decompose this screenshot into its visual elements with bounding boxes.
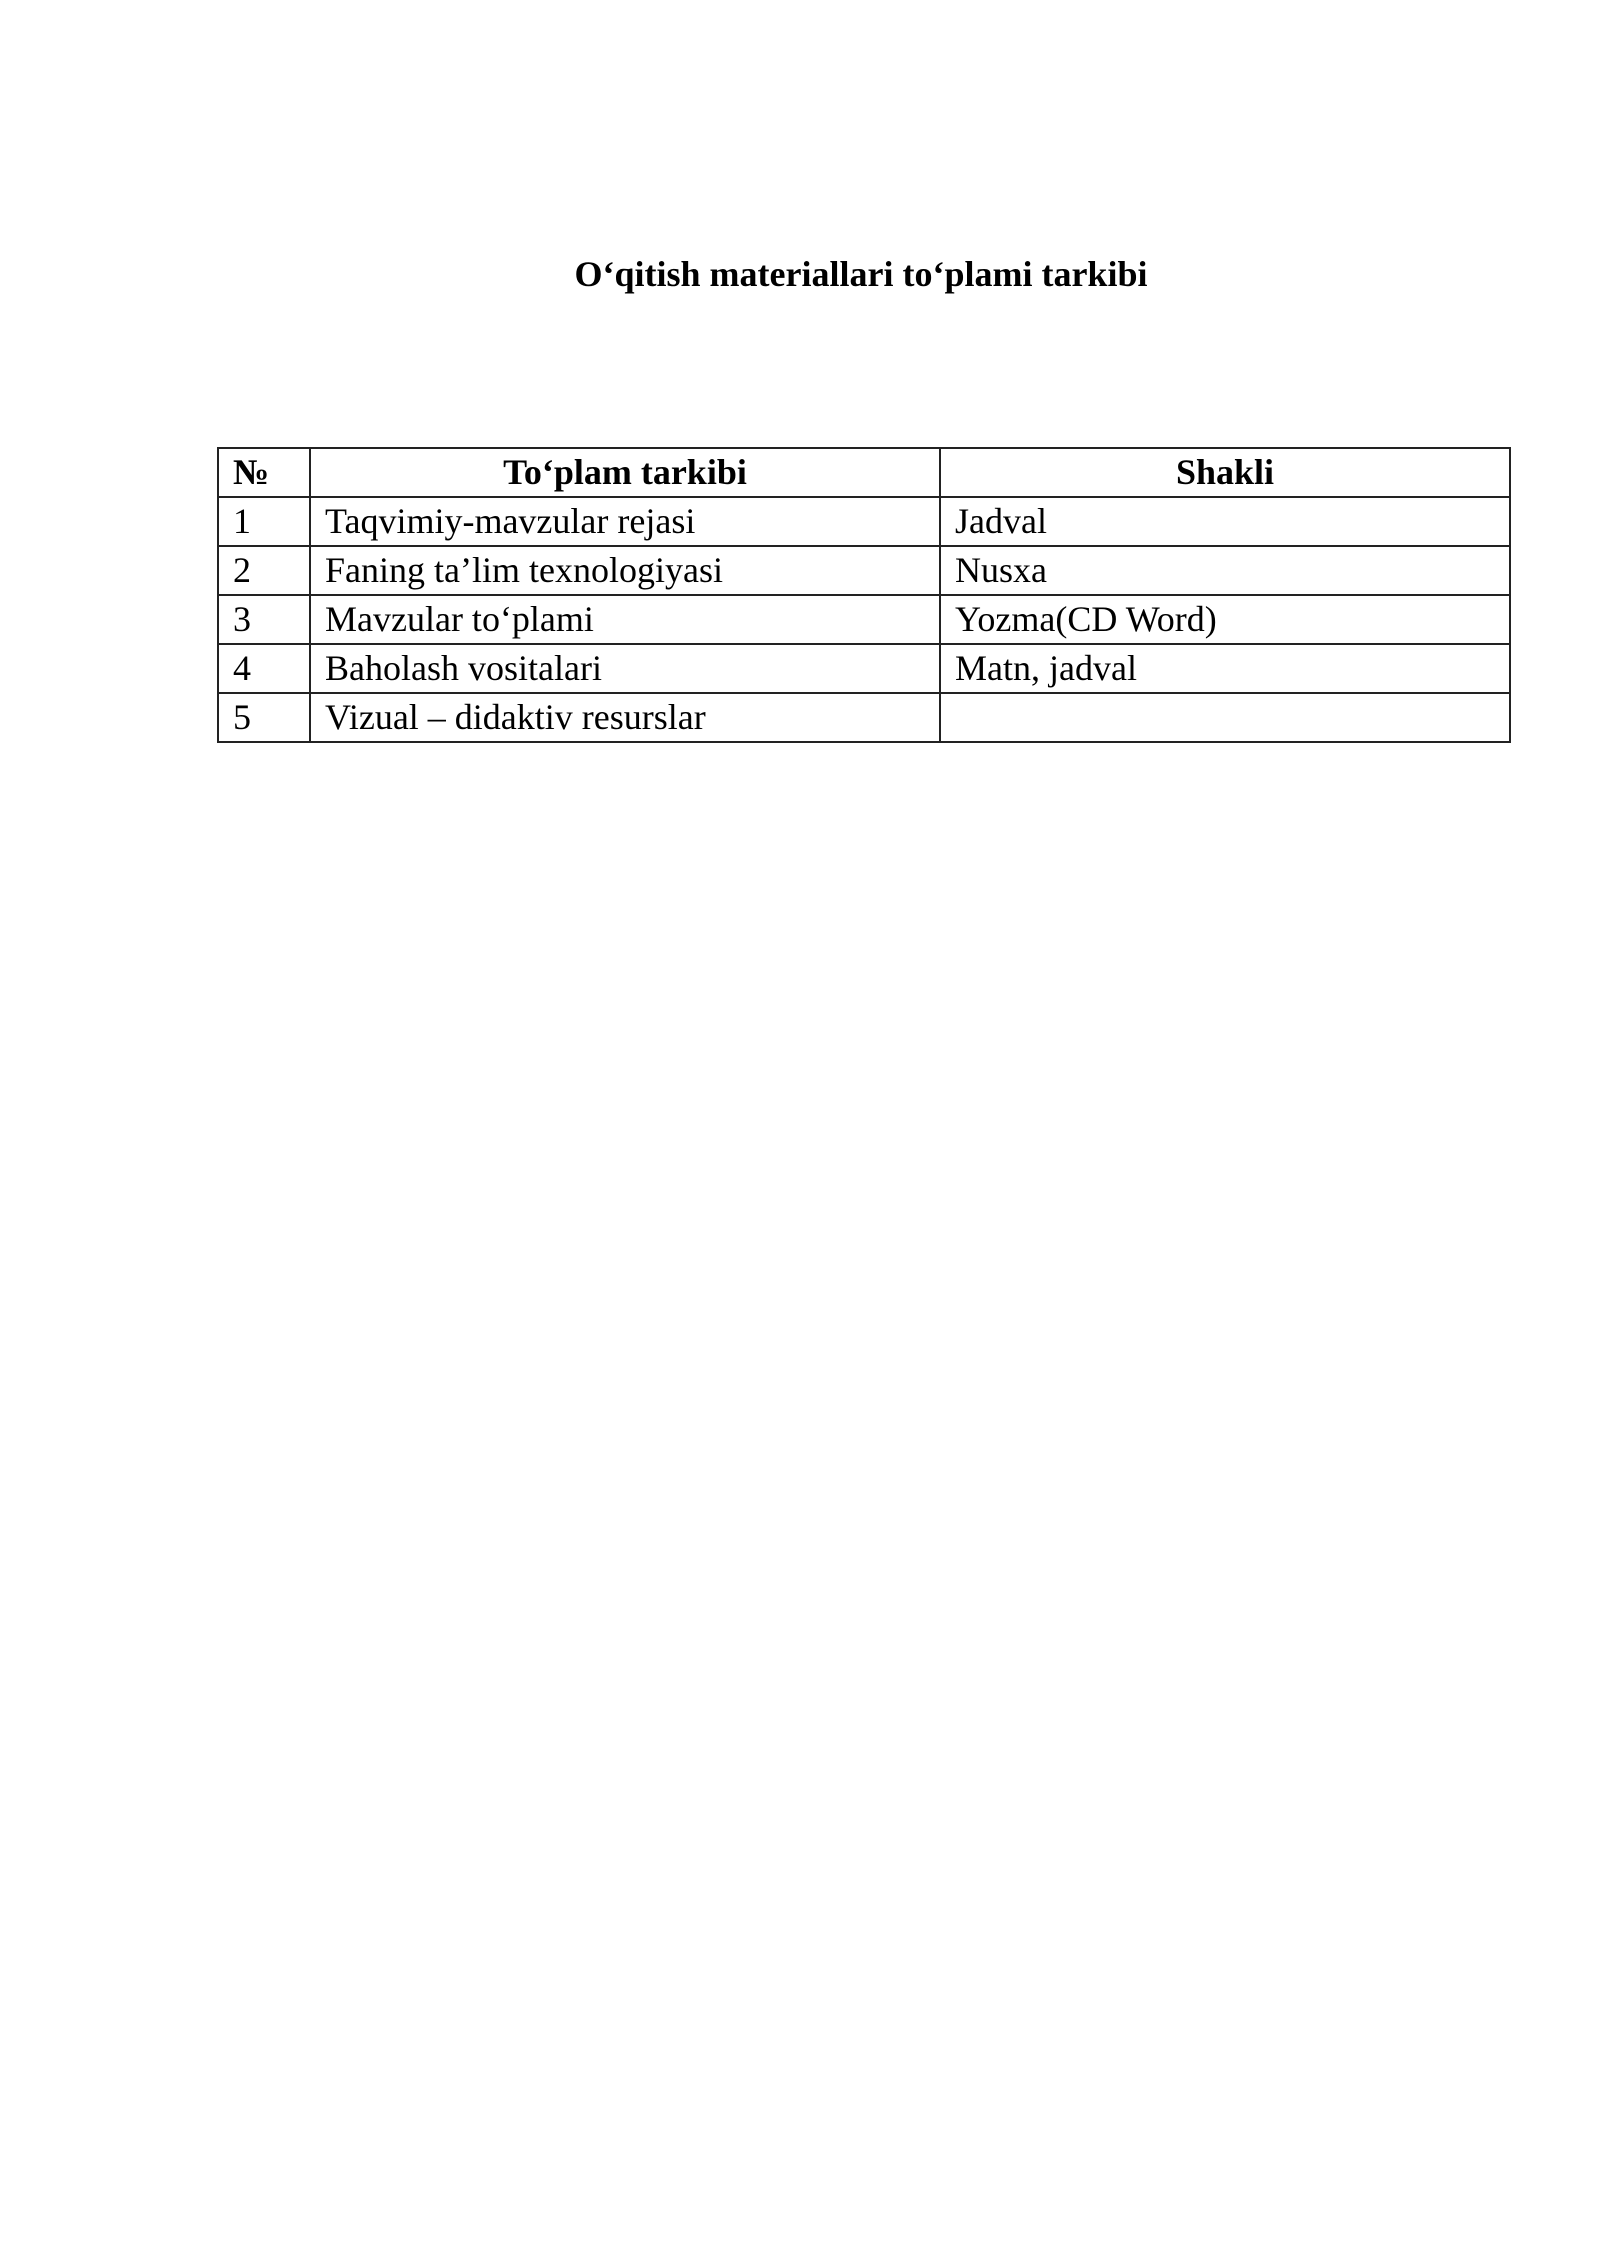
row-form: Yozma(CD Word): [940, 595, 1510, 644]
row-item: Baholash vositalari: [310, 644, 940, 693]
header-number: №: [218, 448, 310, 497]
row-item: Taqvimiy-mavzular rejasi: [310, 497, 940, 546]
row-item: Mavzular to‘plami: [310, 595, 940, 644]
table-header-row: [218, 448, 1510, 497]
row-number: 3: [218, 595, 310, 644]
row-number: 4: [218, 644, 310, 693]
row-item: Faning ta’lim texnologiyasi: [310, 546, 940, 595]
table-row: [218, 546, 1510, 595]
table-row: [218, 595, 1510, 644]
row-form: [940, 693, 1510, 742]
table-row: [218, 644, 1510, 693]
row-number: 1: [218, 497, 310, 546]
page-title: O‘qitish materiallari to‘plami tarkibi: [574, 254, 1148, 294]
row-form: Matn, jadval: [940, 644, 1510, 693]
row-item: Vizual – didaktiv resurslar: [310, 693, 940, 742]
row-form: Jadval: [940, 497, 1510, 546]
row-form: Nusxa: [940, 546, 1510, 595]
materials-table: [217, 447, 1511, 743]
table-row: [218, 693, 1510, 742]
row-number: 2: [218, 546, 310, 595]
row-number: 5: [218, 693, 310, 742]
table-row: [218, 497, 1510, 546]
header-form: Shakli: [940, 448, 1510, 497]
header-item: To‘plam tarkibi: [310, 448, 940, 497]
